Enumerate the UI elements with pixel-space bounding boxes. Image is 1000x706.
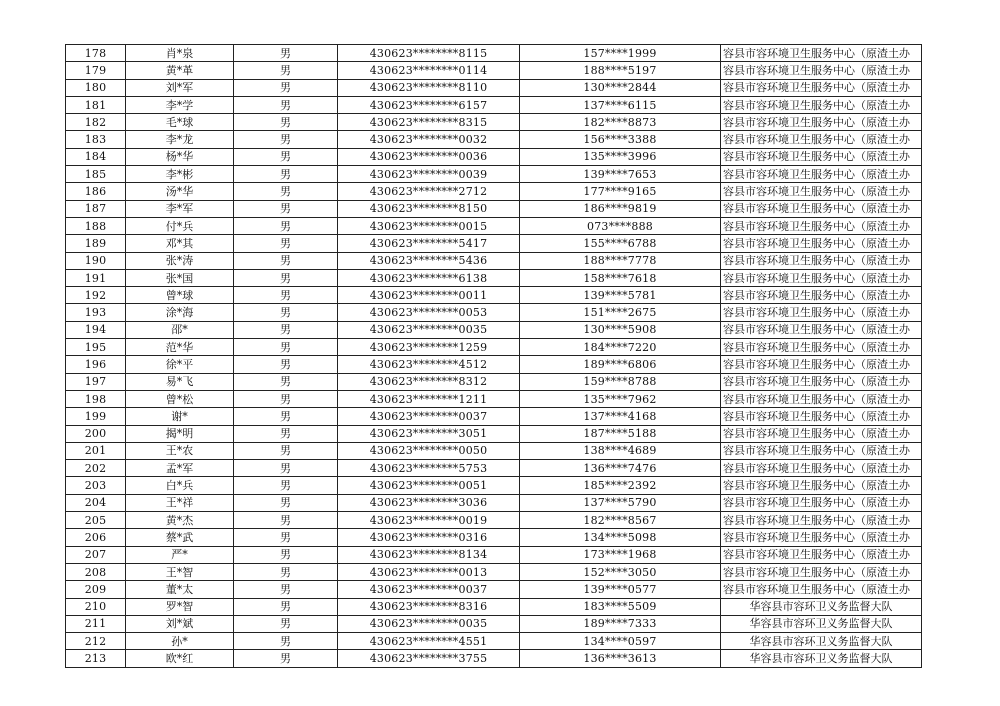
row-number-cell: 203 [66, 477, 126, 494]
table-row [66, 235, 922, 252]
row-number-cell: 207 [66, 546, 126, 563]
name-cell: 杨*华 [126, 148, 234, 165]
unit-cell: 容县市容环境卫生服务中心（原渣土办 [721, 148, 922, 165]
id-number-cell: 430623********8315 [338, 114, 520, 131]
unit-cell: 容县市容环境卫生服务中心（原渣土办 [721, 183, 922, 200]
name-cell: 揭*明 [126, 425, 234, 442]
gender-cell: 男 [234, 477, 338, 494]
gender-cell: 男 [234, 581, 338, 598]
id-number-cell: 430623********3051 [338, 425, 520, 442]
row-number-cell: 179 [66, 62, 126, 79]
phone-cell: 182****8873 [520, 114, 721, 131]
name-cell: 邓*其 [126, 235, 234, 252]
gender-cell: 男 [234, 494, 338, 511]
id-number-cell: 430623********5436 [338, 252, 520, 269]
table-row [66, 598, 922, 615]
gender-cell: 男 [234, 563, 338, 580]
table-row [66, 460, 922, 477]
table-row [66, 442, 922, 459]
phone-cell: 139****7653 [520, 166, 721, 183]
name-cell: 欧*红 [126, 650, 234, 667]
row-number-cell: 197 [66, 373, 126, 390]
gender-cell: 男 [234, 408, 338, 425]
row-number-cell: 178 [66, 45, 126, 62]
id-number-cell: 430623********8316 [338, 598, 520, 615]
unit-cell: 容县市容环境卫生服务中心（原渣土办 [721, 356, 922, 373]
table-row [66, 546, 922, 563]
unit-cell: 容县市容环境卫生服务中心（原渣土办 [721, 131, 922, 148]
unit-cell: 容县市容环境卫生服务中心（原渣土办 [721, 425, 922, 442]
row-number-cell: 195 [66, 339, 126, 356]
gender-cell: 男 [234, 321, 338, 338]
phone-cell: 073****888 [520, 217, 721, 234]
name-cell: 罗*智 [126, 598, 234, 615]
table-row [66, 114, 922, 131]
table-row [66, 339, 922, 356]
row-number-cell: 191 [66, 269, 126, 286]
unit-cell: 容县市容环境卫生服务中心（原渣土办 [721, 79, 922, 96]
id-number-cell: 430623********2712 [338, 183, 520, 200]
row-number-cell: 196 [66, 356, 126, 373]
row-number-cell: 185 [66, 166, 126, 183]
gender-cell: 男 [234, 598, 338, 615]
phone-cell: 158****7618 [520, 269, 721, 286]
name-cell: 曾*松 [126, 390, 234, 407]
id-number-cell: 430623********5753 [338, 460, 520, 477]
name-cell: 曾*球 [126, 287, 234, 304]
name-cell: 李*彬 [126, 166, 234, 183]
name-cell: 孙* [126, 633, 234, 650]
gender-cell: 男 [234, 512, 338, 529]
table-row [66, 390, 922, 407]
row-number-cell: 193 [66, 304, 126, 321]
table-row [66, 304, 922, 321]
row-number-cell: 182 [66, 114, 126, 131]
table-row [66, 356, 922, 373]
gender-cell: 男 [234, 200, 338, 217]
unit-cell: 华容县市容环卫义务监督大队 [721, 650, 922, 667]
id-number-cell: 430623********0032 [338, 131, 520, 148]
gender-cell: 男 [234, 339, 338, 356]
unit-cell: 容县市容环境卫生服务中心（原渣土办 [721, 581, 922, 598]
unit-cell: 容县市容环境卫生服务中心（原渣土办 [721, 114, 922, 131]
row-number-cell: 202 [66, 460, 126, 477]
gender-cell: 男 [234, 546, 338, 563]
phone-cell: 130****2844 [520, 79, 721, 96]
phone-cell: 177****9165 [520, 183, 721, 200]
id-number-cell: 430623********1259 [338, 339, 520, 356]
row-number-cell: 209 [66, 581, 126, 598]
gender-cell: 男 [234, 373, 338, 390]
name-cell: 张*涛 [126, 252, 234, 269]
gender-cell: 男 [234, 114, 338, 131]
name-cell: 汤*华 [126, 183, 234, 200]
gender-cell: 男 [234, 235, 338, 252]
row-number-cell: 201 [66, 442, 126, 459]
id-number-cell: 430623********0037 [338, 581, 520, 598]
gender-cell: 男 [234, 131, 338, 148]
phone-cell: 184****7220 [520, 339, 721, 356]
name-cell: 王*智 [126, 563, 234, 580]
table-row [66, 252, 922, 269]
unit-cell: 容县市容环境卫生服务中心（原渣土办 [721, 217, 922, 234]
id-number-cell: 430623********0035 [338, 615, 520, 632]
unit-cell: 容县市容环境卫生服务中心（原渣土办 [721, 235, 922, 252]
id-number-cell: 430623********0035 [338, 321, 520, 338]
phone-cell: 134****0597 [520, 633, 721, 650]
name-cell: 刘*斌 [126, 615, 234, 632]
gender-cell: 男 [234, 79, 338, 96]
gender-cell: 男 [234, 442, 338, 459]
name-cell: 王*农 [126, 442, 234, 459]
name-cell: 徐*平 [126, 356, 234, 373]
phone-cell: 182****8567 [520, 512, 721, 529]
phone-cell: 188****5197 [520, 62, 721, 79]
name-cell: 蔡*武 [126, 529, 234, 546]
gender-cell: 男 [234, 460, 338, 477]
phone-cell: 157****1999 [520, 45, 721, 62]
unit-cell: 容县市容环境卫生服务中心（原渣土办 [721, 62, 922, 79]
table-row [66, 581, 922, 598]
phone-cell: 183****5509 [520, 598, 721, 615]
row-number-cell: 194 [66, 321, 126, 338]
gender-cell: 男 [234, 252, 338, 269]
table-row [66, 563, 922, 580]
table-row [66, 217, 922, 234]
name-cell: 李*龙 [126, 131, 234, 148]
unit-cell: 容县市容环境卫生服务中心（原渣土办 [721, 269, 922, 286]
table-row [66, 148, 922, 165]
table-row [66, 79, 922, 96]
phone-cell: 155****6788 [520, 235, 721, 252]
name-cell: 涂*海 [126, 304, 234, 321]
row-number-cell: 212 [66, 633, 126, 650]
row-number-cell: 187 [66, 200, 126, 217]
row-number-cell: 186 [66, 183, 126, 200]
unit-cell: 容县市容环境卫生服务中心（原渣土办 [721, 166, 922, 183]
name-cell: 孟*军 [126, 460, 234, 477]
gender-cell: 男 [234, 287, 338, 304]
row-number-cell: 199 [66, 408, 126, 425]
unit-cell: 容县市容环境卫生服务中心（原渣土办 [721, 339, 922, 356]
phone-cell: 130****5908 [520, 321, 721, 338]
row-number-cell: 210 [66, 598, 126, 615]
unit-cell: 容县市容环境卫生服务中心（原渣土办 [721, 477, 922, 494]
table-row [66, 287, 922, 304]
name-cell: 白*兵 [126, 477, 234, 494]
phone-cell: 189****6806 [520, 356, 721, 373]
table-row [66, 477, 922, 494]
unit-cell: 容县市容环境卫生服务中心（原渣土办 [721, 304, 922, 321]
row-number-cell: 184 [66, 148, 126, 165]
phone-cell: 139****5781 [520, 287, 721, 304]
table-row [66, 615, 922, 632]
gender-cell: 男 [234, 633, 338, 650]
table-row [66, 512, 922, 529]
id-number-cell: 430623********8134 [338, 546, 520, 563]
roster-table [65, 44, 922, 668]
gender-cell: 男 [234, 615, 338, 632]
name-cell: 董*太 [126, 581, 234, 598]
phone-cell: 138****4689 [520, 442, 721, 459]
name-cell: 付*兵 [126, 217, 234, 234]
table-row [66, 633, 922, 650]
unit-cell: 容县市容环境卫生服务中心（原渣土办 [721, 200, 922, 217]
row-number-cell: 189 [66, 235, 126, 252]
name-cell: 毛*球 [126, 114, 234, 131]
unit-cell: 容县市容环境卫生服务中心（原渣土办 [721, 529, 922, 546]
row-number-cell: 190 [66, 252, 126, 269]
phone-cell: 173****1968 [520, 546, 721, 563]
phone-cell: 156****3388 [520, 131, 721, 148]
unit-cell: 容县市容环境卫生服务中心（原渣土办 [721, 494, 922, 511]
row-number-cell: 208 [66, 563, 126, 580]
name-cell: 范*华 [126, 339, 234, 356]
unit-cell: 容县市容环境卫生服务中心（原渣土办 [721, 96, 922, 113]
unit-cell: 容县市容环境卫生服务中心（原渣土办 [721, 408, 922, 425]
unit-cell: 容县市容环境卫生服务中心（原渣土办 [721, 390, 922, 407]
phone-cell: 137****5790 [520, 494, 721, 511]
id-number-cell: 430623********0051 [338, 477, 520, 494]
table-row [66, 373, 922, 390]
phone-cell: 139****0577 [520, 581, 721, 598]
row-number-cell: 200 [66, 425, 126, 442]
row-number-cell: 198 [66, 390, 126, 407]
gender-cell: 男 [234, 217, 338, 234]
phone-cell: 134****5098 [520, 529, 721, 546]
name-cell: 严* [126, 546, 234, 563]
gender-cell: 男 [234, 650, 338, 667]
name-cell: 易*飞 [126, 373, 234, 390]
gender-cell: 男 [234, 425, 338, 442]
id-number-cell: 430623********8150 [338, 200, 520, 217]
id-number-cell: 430623********4512 [338, 356, 520, 373]
id-number-cell: 430623********0316 [338, 529, 520, 546]
gender-cell: 男 [234, 390, 338, 407]
table-row [66, 45, 922, 62]
phone-cell: 137****4168 [520, 408, 721, 425]
id-number-cell: 430623********0011 [338, 287, 520, 304]
phone-cell: 159****8788 [520, 373, 721, 390]
row-number-cell: 192 [66, 287, 126, 304]
gender-cell: 男 [234, 529, 338, 546]
id-number-cell: 430623********4551 [338, 633, 520, 650]
row-number-cell: 211 [66, 615, 126, 632]
phone-cell: 152****3050 [520, 563, 721, 580]
phone-cell: 185****2392 [520, 477, 721, 494]
phone-cell: 135****7962 [520, 390, 721, 407]
unit-cell: 容县市容环境卫生服务中心（原渣土办 [721, 287, 922, 304]
id-number-cell: 430623********0013 [338, 563, 520, 580]
name-cell: 王*祥 [126, 494, 234, 511]
row-number-cell: 181 [66, 96, 126, 113]
id-number-cell: 430623********3036 [338, 494, 520, 511]
id-number-cell: 430623********8115 [338, 45, 520, 62]
phone-cell: 136****7476 [520, 460, 721, 477]
phone-cell: 188****7778 [520, 252, 721, 269]
gender-cell: 男 [234, 148, 338, 165]
id-number-cell: 430623********0036 [338, 148, 520, 165]
name-cell: 谢* [126, 408, 234, 425]
gender-cell: 男 [234, 356, 338, 373]
name-cell: 黄*革 [126, 62, 234, 79]
id-number-cell: 430623********0114 [338, 62, 520, 79]
id-number-cell: 430623********0050 [338, 442, 520, 459]
id-number-cell: 430623********6138 [338, 269, 520, 286]
unit-cell: 容县市容环境卫生服务中心（原渣土办 [721, 321, 922, 338]
unit-cell: 华容县市容环卫义务监督大队 [721, 633, 922, 650]
unit-cell: 容县市容环境卫生服务中心（原渣土办 [721, 512, 922, 529]
gender-cell: 男 [234, 304, 338, 321]
gender-cell: 男 [234, 269, 338, 286]
table-row [66, 62, 922, 79]
unit-cell: 容县市容环境卫生服务中心（原渣土办 [721, 252, 922, 269]
phone-cell: 189****7333 [520, 615, 721, 632]
id-number-cell: 430623********0053 [338, 304, 520, 321]
row-number-cell: 183 [66, 131, 126, 148]
id-number-cell: 430623********0019 [338, 512, 520, 529]
unit-cell: 容县市容环境卫生服务中心（原渣土办 [721, 563, 922, 580]
gender-cell: 男 [234, 62, 338, 79]
name-cell: 刘*军 [126, 79, 234, 96]
row-number-cell: 204 [66, 494, 126, 511]
row-number-cell: 205 [66, 512, 126, 529]
id-number-cell: 430623********1211 [338, 390, 520, 407]
table-row [66, 425, 922, 442]
name-cell: 李*军 [126, 200, 234, 217]
id-number-cell: 430623********0037 [338, 408, 520, 425]
unit-cell: 容县市容环境卫生服务中心（原渣土办 [721, 45, 922, 62]
id-number-cell: 430623********6157 [338, 96, 520, 113]
gender-cell: 男 [234, 45, 338, 62]
roster-body [66, 45, 922, 668]
row-number-cell: 206 [66, 529, 126, 546]
unit-cell: 容县市容环境卫生服务中心（原渣土办 [721, 546, 922, 563]
name-cell: 李*学 [126, 96, 234, 113]
name-cell: 黄*杰 [126, 512, 234, 529]
table-row [66, 269, 922, 286]
id-number-cell: 430623********0039 [338, 166, 520, 183]
row-number-cell: 213 [66, 650, 126, 667]
id-number-cell: 430623********5417 [338, 235, 520, 252]
gender-cell: 男 [234, 183, 338, 200]
phone-cell: 151****2675 [520, 304, 721, 321]
phone-cell: 187****5188 [520, 425, 721, 442]
id-number-cell: 430623********8312 [338, 373, 520, 390]
unit-cell: 容县市容环境卫生服务中心（原渣土办 [721, 460, 922, 477]
name-cell: 肖*泉 [126, 45, 234, 62]
table-row [66, 408, 922, 425]
name-cell: 张*国 [126, 269, 234, 286]
table-row [66, 96, 922, 113]
table-row [66, 529, 922, 546]
phone-cell: 137****6115 [520, 96, 721, 113]
unit-cell: 容县市容环境卫生服务中心（原渣土办 [721, 373, 922, 390]
unit-cell: 容县市容环境卫生服务中心（原渣土办 [721, 442, 922, 459]
phone-cell: 135****3996 [520, 148, 721, 165]
table-row [66, 650, 922, 667]
unit-cell: 华容县市容环卫义务监督大队 [721, 615, 922, 632]
row-number-cell: 188 [66, 217, 126, 234]
id-number-cell: 430623********8110 [338, 79, 520, 96]
row-number-cell: 180 [66, 79, 126, 96]
table-row [66, 200, 922, 217]
id-number-cell: 430623********3755 [338, 650, 520, 667]
phone-cell: 136****3613 [520, 650, 721, 667]
id-number-cell: 430623********0015 [338, 217, 520, 234]
unit-cell: 华容县市容环卫义务监督大队 [721, 598, 922, 615]
gender-cell: 男 [234, 96, 338, 113]
table-row [66, 321, 922, 338]
name-cell: 邵* [126, 321, 234, 338]
table-row [66, 494, 922, 511]
phone-cell: 186****9819 [520, 200, 721, 217]
table-row [66, 131, 922, 148]
table-row [66, 183, 922, 200]
table-row [66, 166, 922, 183]
gender-cell: 男 [234, 166, 338, 183]
